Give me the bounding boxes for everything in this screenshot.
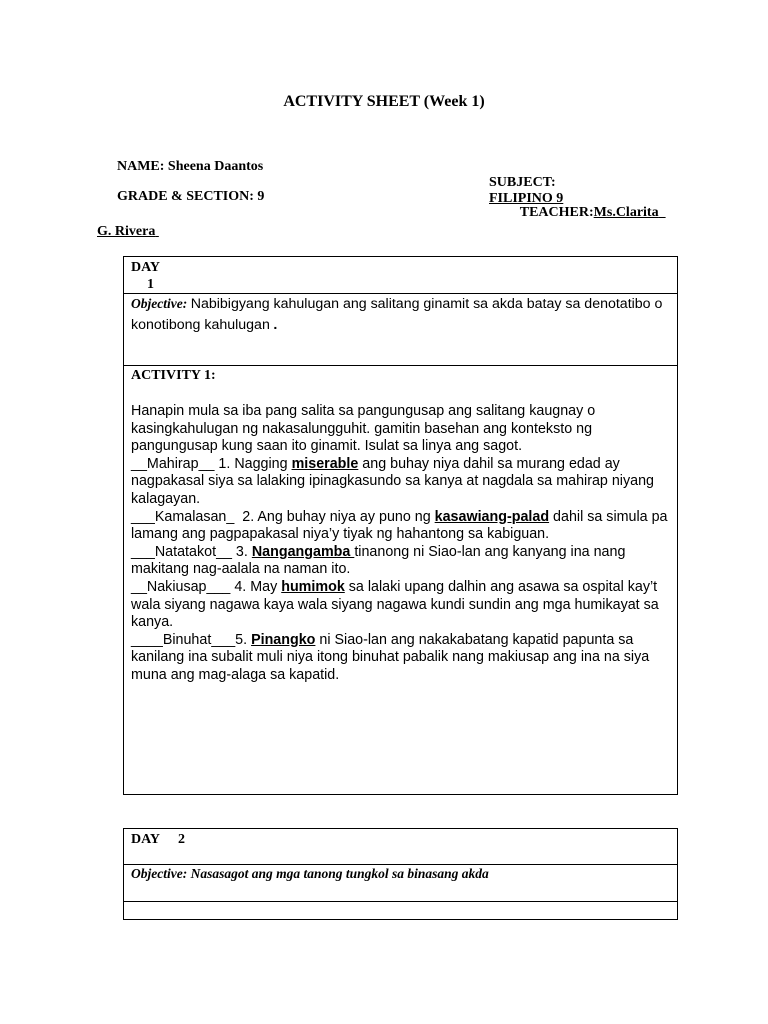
activity-instructions: Hanapin mula sa iba pang salita sa pangungusap ang salitang kaugnay o kasingkahulugan ng nakasalungguhit. gamitin basehan ang konteksto ng pangungusap kung saan ito ginamit. Isulat sa linya ang sagot. bbox=[131, 403, 596, 455]
day1-objective-cell bbox=[124, 294, 678, 366]
answer-1: Mahirap bbox=[146, 455, 199, 472]
day2-label: DAY bbox=[131, 832, 161, 847]
teacher-label: TEACHER: bbox=[519, 205, 594, 220]
activity-body bbox=[131, 403, 670, 685]
activity-item: ___Kamalasan_ 2. Ang buhay niya ay puno ng kasawiang-palad dahil sa simula pa lamang ang pagpapakasal niya’y tiyak ng hahantong sa kabiguan. bbox=[131, 508, 668, 543]
page-title: ACTIVITY SHEET (Week 1) bbox=[283, 93, 485, 110]
answer-5: Binuhat bbox=[162, 631, 212, 648]
activity-item: ___Natatakot__ 3. Nangangamba tinanong ni Siao-lan ang kanyang ina nang makitang nag-aalala na naman ito. bbox=[131, 543, 626, 578]
day1-objective-end: . bbox=[273, 317, 278, 333]
answer-2: Kamalasan bbox=[154, 508, 227, 525]
teacher-field bbox=[513, 189, 666, 221]
activity-item: __Mahirap__ 1. Nagging miserable ang buhay niya dahil sa murang edad ay nagpakasal siya sa lalaking ipinagkasundo sa kanya at nagdala sa mahirap niyang kalagayan. bbox=[131, 455, 654, 507]
keyword-3: Nangangamba bbox=[251, 543, 355, 560]
day1-label: DAY bbox=[131, 260, 161, 275]
subject-label: SUBJECT: bbox=[489, 175, 556, 190]
activity-title: ACTIVITY 1: bbox=[131, 368, 216, 383]
day1-objective-text: Nabibigyang kahulugan ang salitang ginamit sa akda batay sa denotatibo o konotibong kahulugan bbox=[131, 296, 663, 333]
answer-3: Natatakot bbox=[154, 543, 217, 560]
activity-cell bbox=[124, 366, 678, 795]
day1-objective-label: Objective: bbox=[131, 296, 188, 311]
day2-objective: Objective: Nasasagot ang mga tanong tungkol sa binasang akda bbox=[124, 865, 678, 902]
keyword-1: miserable bbox=[291, 455, 359, 472]
answer-4: Nakiusap bbox=[146, 578, 207, 595]
student-name: NAME: Sheena Daantos bbox=[117, 159, 264, 174]
day2-table bbox=[123, 828, 678, 920]
keyword-5: Pinangko bbox=[251, 631, 316, 648]
activity-item: __Nakiusap___ 4. May humimok sa lalaki upang dalhin ang asawa sa ospital kay’t wala siyang nagawa kaya wala siyang nagawa kundi sundin ang mga humikayat sa kanya. bbox=[131, 578, 659, 631]
day2-empty-row bbox=[124, 902, 678, 920]
teacher-value: Ms.Clarita bbox=[593, 205, 659, 220]
grade-section: GRADE & SECTION: 9 bbox=[117, 189, 265, 204]
keyword-2: kasawiang-palad bbox=[434, 508, 550, 525]
subject-value: FILIPINO 9 bbox=[489, 191, 564, 206]
keyword-4: humimok bbox=[281, 578, 345, 595]
activity-item: ____Binuhat___5. Pinangko ni Siao-lan ang nakakabatang kapatid papunta sa kanilang ina subalit muli niya itong binuhat pabalik nang makiusap ang ina na siya muna ang mag-alaga sa kapatid. bbox=[131, 631, 650, 683]
day1-number: 1 bbox=[147, 277, 154, 292]
day2-number: 2 bbox=[178, 832, 186, 847]
teacher-value-cont: G. Rivera bbox=[97, 224, 156, 239]
day1-label-cell bbox=[124, 257, 678, 294]
day1-table bbox=[123, 256, 678, 795]
day2-label-cell bbox=[124, 829, 678, 865]
